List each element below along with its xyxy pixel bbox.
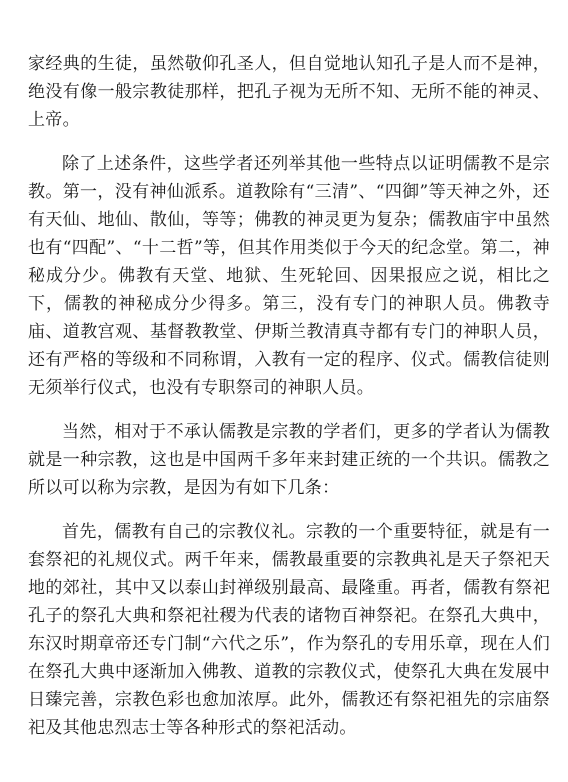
paragraph-4: 首先，儒教有自己的宗教仪礼。宗教的一个重要特征，就是有一套祭祀的礼规仪式。两千年来，儒教最重要的宗教典礼是天子祭祀天地的郊社，其中又以泰山封禅级别最高、最隆重。再者，儒教有祭祀孔子的祭孔大典和祭祀社稷为代表的诸物百神祭祀。在祭孔大典中，东汉时期章帝还专门制“六代之乐”，作为祭孔的专用乐章，现在人们在祭孔大典中逐渐加入佛教、道教的宗教仪式，使祭孔大典在发展中日臻完善，宗教色彩也愈加浓厚。此外，儒教还有祭祀祖先的宗庙祭祀及其他忠烈志士等各种形式的祭祀活动。	[28, 522, 550, 738]
paragraph-1: 家经典的生徒，虽然敬仰孔圣人，但自觉地认知孔子是人而不是神，绝没有像一般宗教徒那样，把孔子视为无所不知、无所不能的神灵、上帝。	[28, 54, 550, 130]
paragraph-2: 除了上述条件，这些学者还列举其他一些特点以证明儒教不是宗教。第一，没有神仙派系。道教除有“三清”、“四御”等天神之外，还有天仙、地仙、散仙，等等；佛教的神灵更为复杂；儒教庙宇中虽然也有“四配”、“十二哲”等，但其作用类似于今天的纪念堂。第二，神秘成分少。佛教有天堂、地狱、生死轮回、因果报应之说，相比之下，儒教的神秘成分少得多。第三，没有专门的神职人员。佛教寺庙、道教宫观、基督教教堂、伊斯兰教清真寺都有专门的神职人员，还有严格的等级和不同称谓，入教有一定的程序、仪式。儒教信徒则无须举行仪式，也没有专职祭司的神职人员。	[28, 154, 550, 398]
paragraph-3: 当然，相对于不承认儒教是宗教的学者们，更多的学者认为儒教就是一种宗教，这也是中国两千多年来封建正统的一个共识。儒教之所以可以称为宗教，是因为有如下几条：	[28, 422, 550, 498]
document-page	[28, 50, 550, 758]
